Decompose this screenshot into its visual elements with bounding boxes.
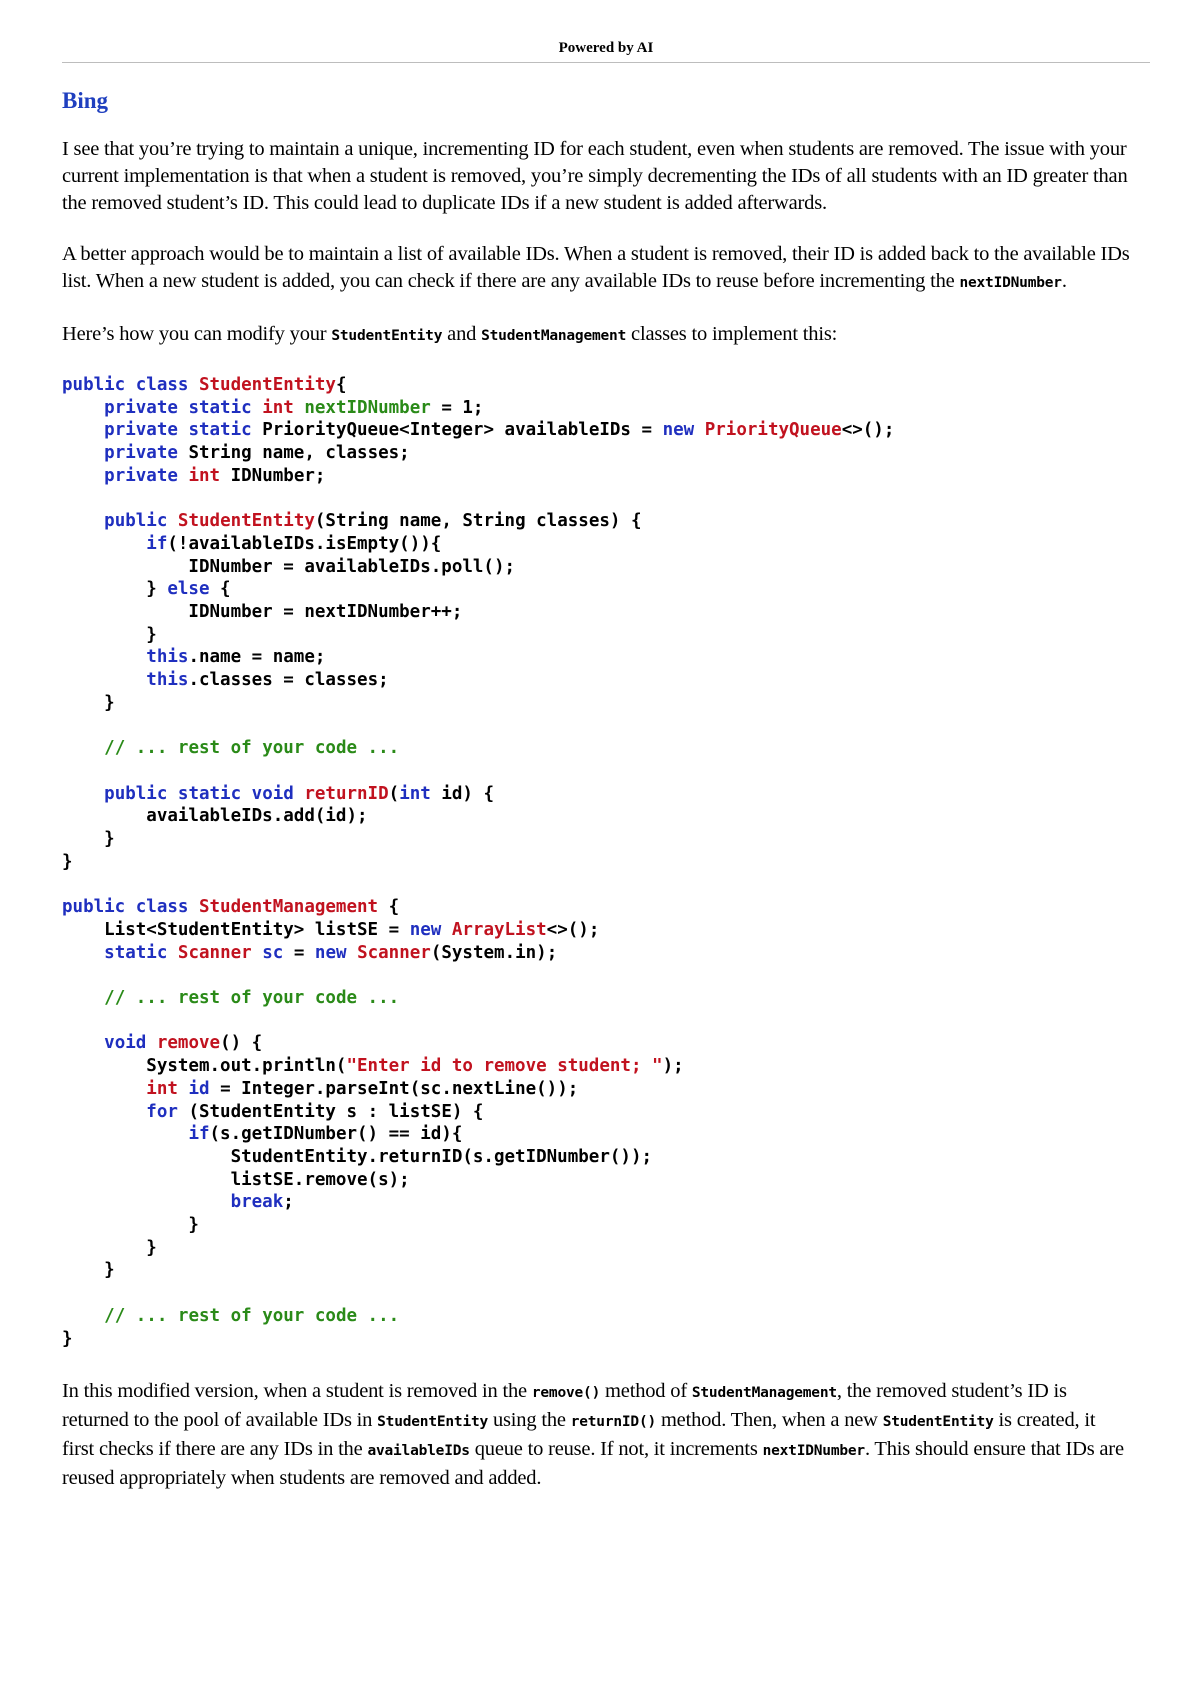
code-token: (s.getIDNumber() == id){	[209, 1124, 463, 1145]
code-line	[62, 829, 115, 849]
code-line	[62, 1124, 462, 1144]
code-line	[62, 1102, 483, 1122]
code-token: public class	[62, 897, 199, 918]
code-line	[62, 670, 389, 690]
code-token: (StudentEntity s : listSE) {	[188, 1101, 484, 1122]
code-token: }	[62, 851, 73, 872]
inline-code: nextIDNumber	[762, 1443, 865, 1460]
code-token: StudentManagement	[198, 897, 389, 918]
code-token: new	[409, 919, 452, 940]
code-token: private	[104, 465, 189, 486]
code-token: returnID	[304, 783, 389, 804]
code-line	[62, 420, 894, 440]
code-line	[62, 398, 483, 418]
code-token	[62, 1192, 231, 1212]
code-token: () {	[220, 1033, 263, 1054]
code-token: = Integer.parseInt(sc.nextLine());	[220, 1078, 579, 1099]
code-token: remove	[156, 1033, 221, 1054]
code-token	[62, 443, 104, 463]
code-token: break	[230, 1192, 284, 1213]
inline-code: StudentManagement	[481, 328, 627, 344]
paragraph-intro: I see that you’re trying to maintain a unique, incrementing ID for each student, even when students are removed. The issue with your current implementation is that when a student is removed, you’re simply decrementing the IDs of all students with an ID greater than the removed student’s ID. This could lead to duplicate IDs if a new student is added afterwards.	[62, 138, 1128, 214]
inline-code: StudentEntity	[882, 1414, 994, 1431]
code-token: {	[220, 579, 231, 600]
code-token: this	[146, 670, 189, 691]
code-line	[62, 1079, 578, 1099]
code-token: =	[293, 942, 315, 963]
code-token: void	[104, 1033, 157, 1054]
code-token: for	[146, 1101, 189, 1122]
code-line	[62, 784, 494, 804]
code-token: (	[388, 783, 400, 804]
code-token: "Enter id to remove student; "	[346, 1056, 663, 1077]
code-token: new	[314, 942, 358, 963]
code-token: static	[104, 942, 178, 963]
code-line	[62, 1056, 684, 1076]
code-line	[62, 738, 399, 758]
code-token: IDNumber = availableIDs.poll();	[62, 556, 516, 577]
code-token: }	[62, 579, 168, 600]
code-token	[62, 534, 146, 554]
code-token: new	[662, 420, 705, 441]
code-token	[62, 1124, 188, 1144]
code-token: else	[167, 579, 221, 600]
code-token: nextIDNumber	[304, 397, 442, 418]
code-token: if	[188, 1124, 210, 1145]
code-line	[62, 466, 325, 486]
code-token: // ... rest of your code ...	[104, 1305, 400, 1326]
code-token: PriorityQueue	[704, 420, 842, 441]
code-token: List<StudentEntity> listSE =	[62, 919, 410, 940]
code-line	[62, 897, 399, 917]
code-token: .name = name;	[188, 647, 326, 668]
code-token	[62, 1102, 146, 1122]
code-token: }	[62, 1237, 157, 1258]
code-token: }	[62, 829, 115, 850]
code-token: listSE.remove(s);	[62, 1169, 410, 1190]
code-token: ArrayList	[451, 919, 547, 940]
code-token: // ... rest of your code ...	[104, 987, 400, 1008]
code-line	[62, 443, 410, 463]
code-token: }	[62, 1215, 199, 1236]
code-token	[62, 670, 146, 690]
code-line	[62, 920, 599, 940]
code-token: private static	[104, 397, 263, 418]
code-token: PriorityQueue<Integer> availableIDs =	[262, 420, 663, 441]
code-token	[62, 1306, 104, 1326]
code-token	[62, 738, 104, 758]
code-line	[62, 1238, 157, 1258]
code-line	[62, 625, 157, 645]
code-token: }	[62, 692, 115, 713]
code-token: id	[188, 1078, 221, 1099]
code-token: IDNumber;	[230, 465, 326, 486]
code-line	[62, 1192, 294, 1212]
code-token: private	[104, 443, 189, 464]
code-token	[62, 398, 104, 418]
code-line	[62, 375, 346, 395]
code-line	[62, 988, 399, 1008]
code-token	[62, 1033, 104, 1053]
code-token: public static void	[104, 783, 305, 804]
code-line	[62, 1147, 652, 1167]
code-token: Scanner	[357, 942, 431, 963]
paragraph-approach: A better approach would be to maintain a list of available IDs. When a student is removed, their ID is added back to the available IDs list. When a new student is added, you can check if there are any available IDs to reuse before incrementing the nextIDNumber.	[62, 243, 1130, 292]
inline-code: StudentManagement	[691, 1385, 837, 1402]
code-line	[62, 852, 73, 872]
code-token: this	[146, 647, 189, 668]
code-line	[62, 943, 557, 963]
code-token: public class	[62, 375, 199, 395]
code-token: int	[399, 783, 442, 804]
code-token	[62, 943, 104, 963]
code-token: StudentEntity	[198, 375, 336, 395]
paragraph-howto: Here’s how you can modify your StudentEntity and StudentManagement classes to implement this:	[62, 323, 838, 345]
code-line	[62, 806, 368, 826]
code-token: {	[388, 897, 400, 918]
code-token: ;	[283, 1192, 294, 1213]
code-token	[62, 1079, 146, 1099]
code-token: (String name, String classes) {	[314, 511, 642, 532]
code-token: int	[146, 1078, 189, 1099]
code-token: int	[262, 397, 305, 418]
code-line	[62, 1306, 399, 1326]
code-token: {	[335, 375, 347, 395]
code-token: );	[662, 1056, 684, 1077]
code-line	[62, 511, 642, 531]
code-token: (System.in);	[430, 942, 558, 963]
code-token: .classes = classes;	[188, 670, 389, 691]
code-token	[62, 784, 104, 804]
code-line	[62, 557, 515, 577]
code-token: String name, classes;	[188, 443, 410, 464]
code-token: Scanner	[177, 942, 263, 963]
code-line	[62, 647, 325, 667]
code-line	[62, 1033, 262, 1053]
code-line	[62, 693, 115, 713]
code-token: if	[146, 533, 168, 554]
code-token	[62, 647, 146, 667]
inline-code: StudentEntity	[331, 328, 443, 344]
inline-code: remove()	[531, 1385, 601, 1402]
code-line	[62, 1260, 115, 1280]
code-token: }	[62, 624, 157, 645]
code-token: IDNumber = nextIDNumber++;	[62, 602, 463, 623]
code-line	[62, 579, 231, 599]
code-token: StudentEntity.returnID(s.getIDNumber());	[62, 1146, 653, 1167]
code-token: availableIDs.add(id);	[62, 806, 368, 827]
code-token: <>();	[546, 919, 600, 940]
inline-code: StudentEntity	[377, 1414, 489, 1431]
code-line	[62, 1215, 199, 1235]
code-line	[62, 1170, 410, 1190]
code-token	[62, 420, 104, 440]
code-token	[62, 466, 104, 486]
paragraph-explanation: In this modified version, when a student is removed in the remove() method of StudentManagement, the removed student’s ID is returned to the pool of available IDs in StudentEntity using the returnID() method. Then, when a new StudentEntity is created, it first checks if there are any IDs in the availableIDs queue to reuse. If not, it increments nextIDNumber. This should ensure that IDs are reused appropriately when students are removed and added.	[62, 1380, 1124, 1490]
code-token	[62, 988, 104, 1008]
code-token: id) {	[441, 783, 495, 804]
code-token: sc	[262, 942, 294, 963]
response-content	[62, 88, 1132, 1516]
code-token: StudentEntity	[177, 511, 315, 532]
code-token: System.out.println(	[62, 1056, 347, 1077]
inline-code: returnID()	[570, 1414, 657, 1431]
code-line	[62, 534, 441, 554]
response-title: Bing	[62, 88, 109, 113]
inline-code: availableIDs	[367, 1443, 470, 1460]
code-token: <>();	[841, 420, 895, 441]
code-token: int	[188, 465, 231, 486]
code-token: (!availableIDs.isEmpty()){	[167, 533, 442, 554]
code-token: // ... rest of your code ...	[104, 738, 400, 759]
page-header: Powered by AI	[62, 40, 1150, 63]
code-line	[62, 602, 462, 622]
code-token: public	[104, 511, 178, 532]
code-token: = 1;	[441, 397, 484, 418]
code-block	[62, 374, 1132, 1350]
code-token	[62, 511, 104, 531]
code-token: }	[62, 1328, 73, 1349]
code-line	[62, 1329, 73, 1349]
inline-code: nextIDNumber	[959, 275, 1062, 291]
code-token: }	[62, 1260, 115, 1281]
code-token: private static	[104, 420, 263, 441]
